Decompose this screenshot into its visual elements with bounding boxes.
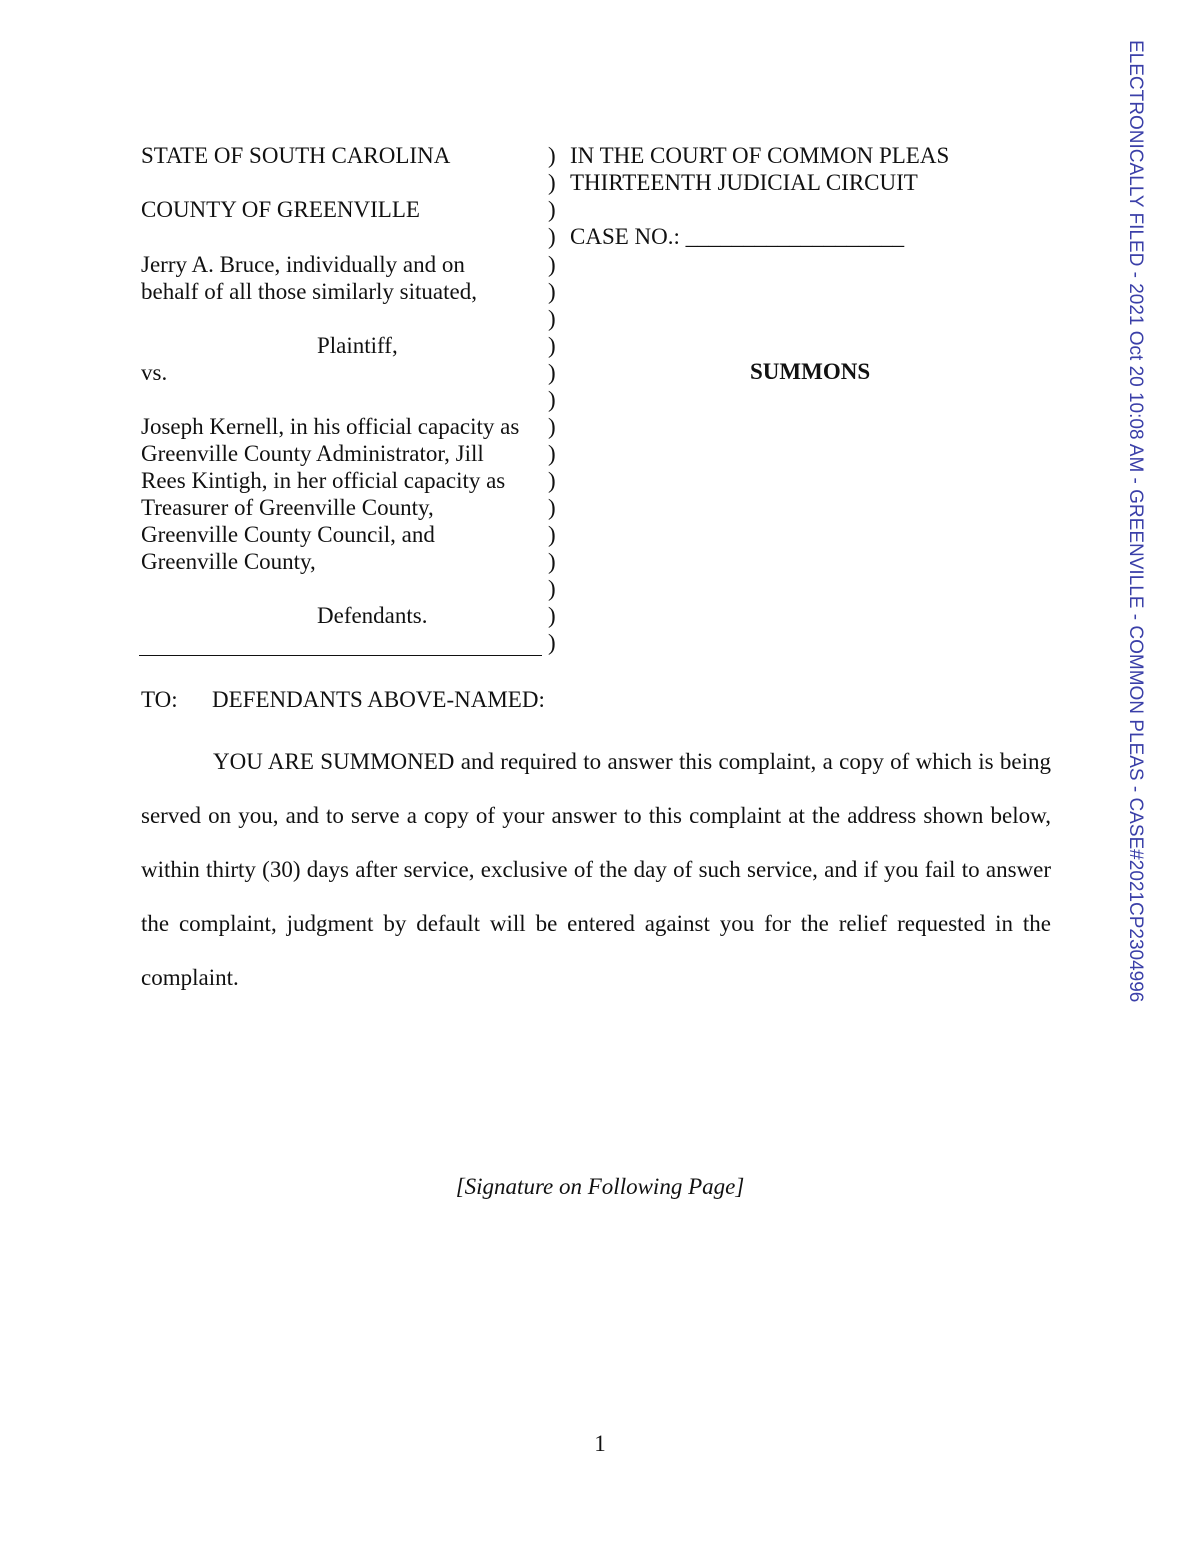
caption-paren: ) [548, 441, 556, 466]
page-number: 1 [594, 1431, 606, 1456]
caption-paren: ) [548, 468, 556, 493]
judicial-circuit: THIRTEENTH JUDICIAL CIRCUIT [570, 170, 918, 195]
caption-paren: ) [548, 224, 556, 249]
court-name: IN THE COURT OF COMMON PLEAS [570, 143, 950, 168]
defendant-line-2: Greenville County Administrator, Jill [141, 441, 484, 466]
electronic-filing-stamp: ELECTRONICALLY FILED - 2021 Oct 20 10:08 AM - GREENVILLE - COMMON PLEAS - CASE#2021CP2304996 [1125, 40, 1146, 1003]
caption-paren: ) [548, 143, 556, 168]
caption-paren: ) [548, 252, 556, 277]
state-line: STATE OF SOUTH CAROLINA [141, 143, 451, 168]
caption-paren: ) [548, 197, 556, 222]
caption-paren: ) [548, 387, 556, 412]
caption-paren: ) [548, 576, 556, 601]
defendant-line-4: Treasurer of Greenville County, [141, 495, 434, 520]
to-recipient: DEFENDANTS ABOVE-NAMED: [212, 687, 545, 712]
caption-paren: ) [548, 414, 556, 439]
document-title: SUMMONS [750, 359, 871, 384]
caption-paren: ) [548, 603, 556, 628]
plaintiff-name-line-2: behalf of all those similarly situated, [141, 279, 477, 304]
caption-underline [139, 655, 542, 656]
vs-label: vs. [141, 360, 168, 385]
caption-paren: ) [548, 522, 556, 547]
caption-paren: ) [548, 306, 556, 331]
defendant-line-6: Greenville County, [141, 549, 316, 574]
county-line: COUNTY OF GREENVILLE [141, 197, 420, 222]
caption-paren: ) [548, 630, 556, 655]
defendant-line-3: Rees Kintigh, in her official capacity as [141, 468, 506, 493]
caption-paren: ) [548, 279, 556, 304]
summons-body: YOU ARE SUMMONED and required to answer this complaint, a copy of which is being served on you, and to serve a copy of your answer to this complaint at the address shown below, within thirty (30) days after service, exclusive of the day of such service, and if you fail to answer the complaint, judgment by default will be entered against you for the relief requested in the complaint. [141, 749, 1051, 990]
to-label: TO: [141, 687, 178, 712]
caption-paren: ) [548, 170, 556, 195]
defendant-line-1: Joseph Kernell, in his official capacity as [141, 414, 520, 439]
signature-note: [Signature on Following Page] [455, 1174, 745, 1199]
caption-paren: ) [548, 495, 556, 520]
defendants-label: Defendants. [317, 603, 428, 628]
case-number: CASE NO.: ___________________ [570, 224, 905, 249]
caption-paren: ) [548, 333, 556, 358]
plaintiff-label: Plaintiff, [317, 333, 398, 358]
plaintiff-name-line-1: Jerry A. Bruce, individually and on [141, 252, 465, 277]
caption-paren: ) [548, 549, 556, 574]
caption-paren: ) [548, 360, 556, 385]
defendant-line-5: Greenville County Council, and [141, 522, 435, 547]
